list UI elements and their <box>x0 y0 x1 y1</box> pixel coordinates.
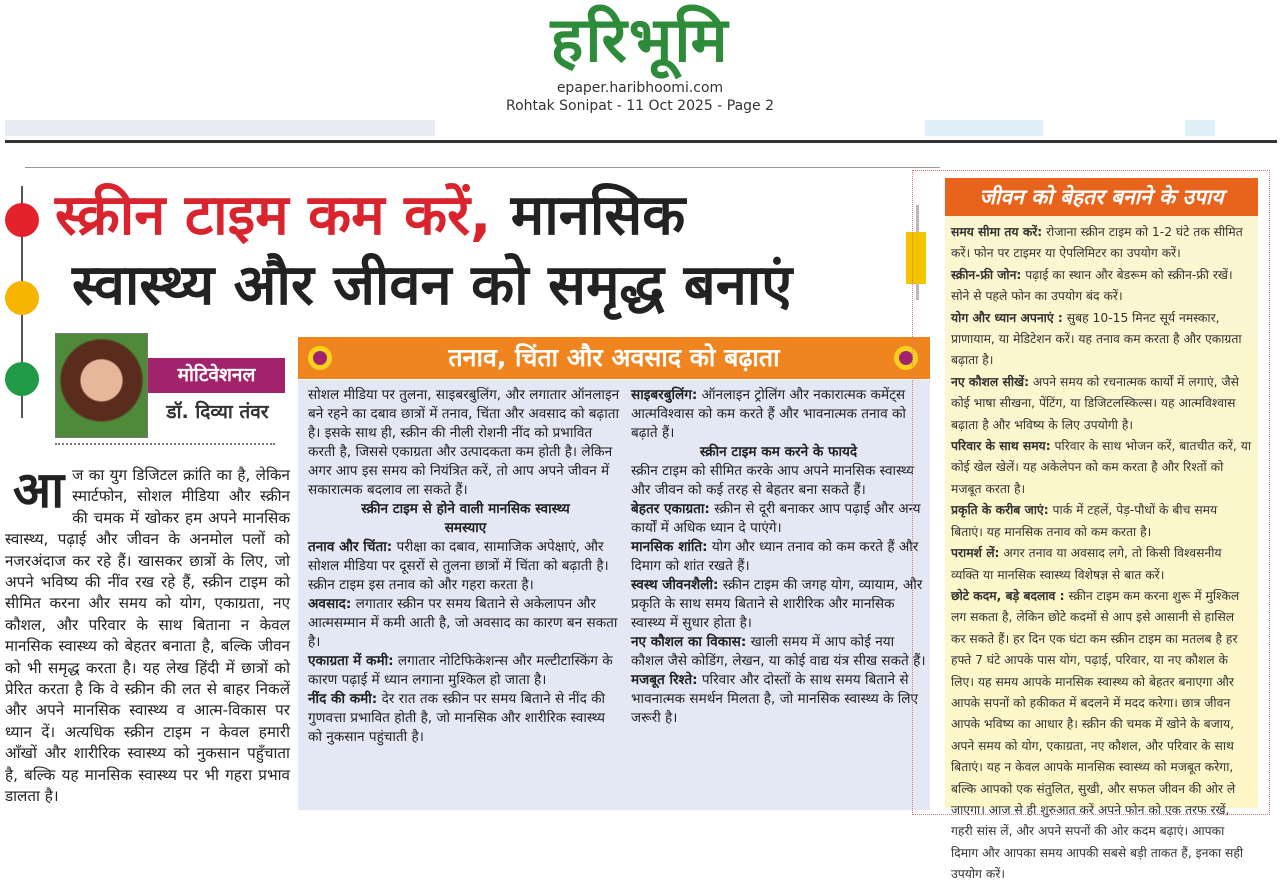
tip-item: परामर्श लें: अगर तनाव या अवसाद लगे, तो किसी विश्वसनीय व्यक्ति या मानसिक स्वास्थ्य विशेषज्ञ से बात करें। <box>951 546 1222 582</box>
intro-paragraph <box>5 461 290 808</box>
paragraph: सोशल मीडिया पर तुलना, साइबरबुलिंग, और लगातार ऑनलाइन बने रहने का दबाव छात्रों में तनाव, चिंता और अवसाद को बढ़ाता है। इसके साथ ही, स्क्रीन की नीली रोशनी नींद को प्रभावित करती है, जिससे एकाग्रता और उत्पादकता कम होती है। लेकिन अगर आप इस समय को नियंत्रित करें, तो आप अपने जीवन में सकारात्मक बदलाव ला सकते हैं। <box>308 387 620 498</box>
page-divider <box>5 140 1277 143</box>
article-top-rule <box>25 167 940 168</box>
list-item: मानसिक शांति: योग और ध्यान तनाव को कम करते हैं और दिमाग को शांत रखते हैं। <box>631 539 919 574</box>
headline-line-1 <box>55 184 685 248</box>
section-header <box>298 337 930 379</box>
category-tag: मोटिवेशनल <box>148 358 285 393</box>
subheading: स्क्रीन टाइम कम करने के फायदे <box>699 444 858 460</box>
tip-item: प्रकृति के करीब जाएं: पार्क में टहलें, पेड़-पौधों के बीच समय बिताएं। यह मानसिक तनाव को कम करता है। <box>951 503 1218 539</box>
tip-item: स्क्रीन-फ्री जोन: पढ़ाई का स्थान और बेडरूम को स्क्रीन-फ्री रखें। सोने से पहले फोन का उपयोग बंद करें। <box>951 267 1233 304</box>
section-title: तनाव, चिंता और अवसाद को बढ़ाता <box>448 343 780 372</box>
list-item: बेहतर एकाग्रता: स्क्रीन से दूरी बनाकर आप पढ़ाई और अन्य कार्यों में अधिक ध्यान दे पाएंगे। <box>631 501 921 536</box>
haribhoomi-logo[interactable]: हरिभूमि <box>550 3 730 76</box>
headline-line-2: स्वास्थ्य और जीवन को समृद्ध बनाएं <box>72 253 793 318</box>
author-name: डॉ. दिव्या तंवर <box>166 401 269 423</box>
previous-page-strip <box>5 120 435 136</box>
previous-page-strip <box>925 120 1043 136</box>
edition-info: Rohtak Sonipat - 11 Oct 2025 - Page 2 <box>505 98 775 114</box>
tip-item: योग और ध्यान अपनाएं : सुबह 10-15 मिनट सूर्य नमस्कार, प्राणायाम, या मेडिटेशन करें। यह तनाव कम करता है और एकाग्रता बढ़ाता है। <box>951 310 1242 368</box>
drop-cap: आ <box>13 461 65 519</box>
author-photo <box>55 333 148 438</box>
tip-item: छोटे कदम, बड़े बदलाव : स्क्रीन टाइम कम करना शुरू में मुश्किल लग सकता है, लेकिन छोटे कदमों से आप इसे आसानी से हासिल कर सकते हैं। हर दिन एक घंटा कम स्क्रीन टाइम का मतलब है हर हफ्ते 7 घंटे आपके पास योग, पढ़ाई, परिवार, या नए कौशल के लिए। यह समय आपके मानसिक स्वास्थ्य को बेहतर बनाएगा और आपके सपनों को हकीकत में बदलने में मदद करेगा। छात्र जीवन आपके भविष्य का आधार है। स्क्रीन की चमक में खोने के बजाय, अपने समय को योग, एकाग्रता, नए कौशल, और परिवार के साथ बिताएं। यह न केवल आपके मानसिक स्वास्थ्य को मजबूत करेगा, बल्कि आपको एक संतुलित, सुखी, और सफल जीवन की ओर ले जाएगा। आज से ही शुरुआत करें अपने फोन को एक तरफ रखें, गहरी सांस लें, और अपने सपनों की ओर कदम बढ़ाएं। आपका दिमाग और आपका समय आपकी सबसे बड़ी ताकत हैं, इनका सही उपयोग करें। <box>951 588 1244 882</box>
list-item: नींद की कमी: देर रात तक स्क्रीन पर समय बिताने से नींद की गुणवत्ता प्रभावित होती है, जो मानसिक और शारीरिक स्वास्थ्य को नुकसान पहुंचाती है। <box>308 691 606 745</box>
sidebar-box <box>945 178 1258 882</box>
list-item: साइबरबुलिंग: ऑनलाइन ट्रोलिंग और नकारात्मक कमेंट्स आत्मविश्वास को कम करते हैं और भावनात्मक तनाव को बढ़ाते हैं। <box>631 387 906 441</box>
sidebar-body <box>945 216 1258 886</box>
subheading: स्क्रीन टाइम से होने वाली मानसिक स्वास्थ्य समस्याए <box>361 501 570 536</box>
headline-red: स्क्रीन टाइम कम करें, <box>55 183 492 248</box>
list-item: मजबूत रिश्ते: परिवार और दोस्तों के साथ समय बिताने से भावनात्मक समर्थन मिलता है, जो मानसिक स्वास्थ्य के लिए जरूरी है। <box>631 672 919 726</box>
column-1 <box>308 386 623 747</box>
green-dot-icon <box>5 362 39 396</box>
list-item: अवसाद: लगातार स्क्रीन पर समय बिताने से अकेलापन और आत्मसम्मान में कमी आती है, जो अवसाद का कारण बन सकता है। <box>308 596 618 650</box>
headline-black: मानसिक <box>491 183 686 248</box>
tip-item: परिवार के साथ समय: परिवार के साथ भोजन करें, बातचीत करें, या कोई खेल खेलें। यह अकेलेपन को कम करता है और रिश्तों को मजबूत करता है। <box>951 439 1252 496</box>
section-body <box>298 380 930 810</box>
red-dot-icon <box>5 203 39 237</box>
intro-text: ज का युग डिजिटल क्रांति का है, लेकिन स्मार्टफोन, सोशल मीडिया और स्क्रीन की चमक में खोकर हम अपने मानसिक स्वास्थ्य, पढ़ाई और जीवन के अनमोल पलों को नजरअंदाज कर रहे हैं। खासकर छात्रों के लिए, जो अपने भविष्य की नींव रख रहे हैं, स्क्रीन टाइम को सीमित करना और समय को योग, एकाग्रता, नए कौशल, और परिवार के साथ बिताना न केवल मानसिक स्वास्थ्य को बेहतर बनाता है, बल्कि जीवन को भी समृद्ध करता है। यह लेख हिंदी में छात्रों को प्रेरित करता है कि वे स्क्रीन की लत से बाहर निकलें और अपने मानसिक स्वास्थ्य व आत्म-विकास पर ध्यान दें। अत्यधिक स्क्रीन टाइम न केवल हमारी आँखों और शारीरिक स्वास्थ्य को नुकसान पहुँचाता है, बल्कि यह मानसिक स्वास्थ्य पर भी गहरा प्रभाव डालता है। <box>5 466 290 806</box>
list-item: स्वस्थ जीवनशैली: स्क्रीन टाइम की जगह योग, व्यायाम, और प्रकृति के साथ समय बिताने से शारीरिक और मानसिक स्वास्थ्य में सुधार होता है। <box>631 577 923 631</box>
tip-item: समय सीमा तय करें: रोजाना स्क्रीन टाइम को 1-2 घंटे तक सीमित करें। फोन पर टाइमर या ऐपलिमिटर का उपयोग करें। <box>951 225 1243 261</box>
column-2 <box>631 386 926 728</box>
list-item: एकाग्रता में कमी: लगातार नोटिफिकेशन्स और मल्टीटास्किंग के कारण पढ़ाई में ध्यान लगाना मुश्किल हो जाता है। <box>308 653 613 688</box>
paragraph: स्क्रीन टाइम को सीमित करके आप अपने मानसिक स्वास्थ्य और जीवन को कई तरह से बेहतर बना सकते हैं। <box>631 463 915 498</box>
byline-divider <box>55 443 275 445</box>
site-url: epaper.haribhoomi.com <box>556 80 724 96</box>
bullet-icon <box>308 346 332 370</box>
list-item: तनाव और चिंता: परीक्षा का दबाव, सामाजिक अपेक्षाएं, और सोशल मीडिया पर दूसरों से तुलना छात्रों में चिंता को बढ़ाती है। स्क्रीन टाइम इस तनाव को और गहरा करता है। <box>308 539 609 593</box>
tip-item: नए कौशल सीखें: अपने समय को रचनात्मक कार्यों में लगाएं, जैसे कोई भाषा सीखना, पेंटिंग, या डिजिटलस्किल्स। यह आत्मविश्वास बढ़ाता है और भविष्य के लिए उपयोगी है। <box>951 374 1239 432</box>
list-item: नए कौशल का विकास: खाली समय में आप कोई नया कौशल जैसे कोडिंग, लेखन, या कोई वाद्य यंत्र सीख सकते हैं। <box>631 634 926 669</box>
yellow-dot-icon <box>5 281 39 315</box>
previous-page-strip <box>1185 120 1215 136</box>
sidebar-title: जीवन को बेहतर बनाने के उपाय <box>945 178 1258 216</box>
